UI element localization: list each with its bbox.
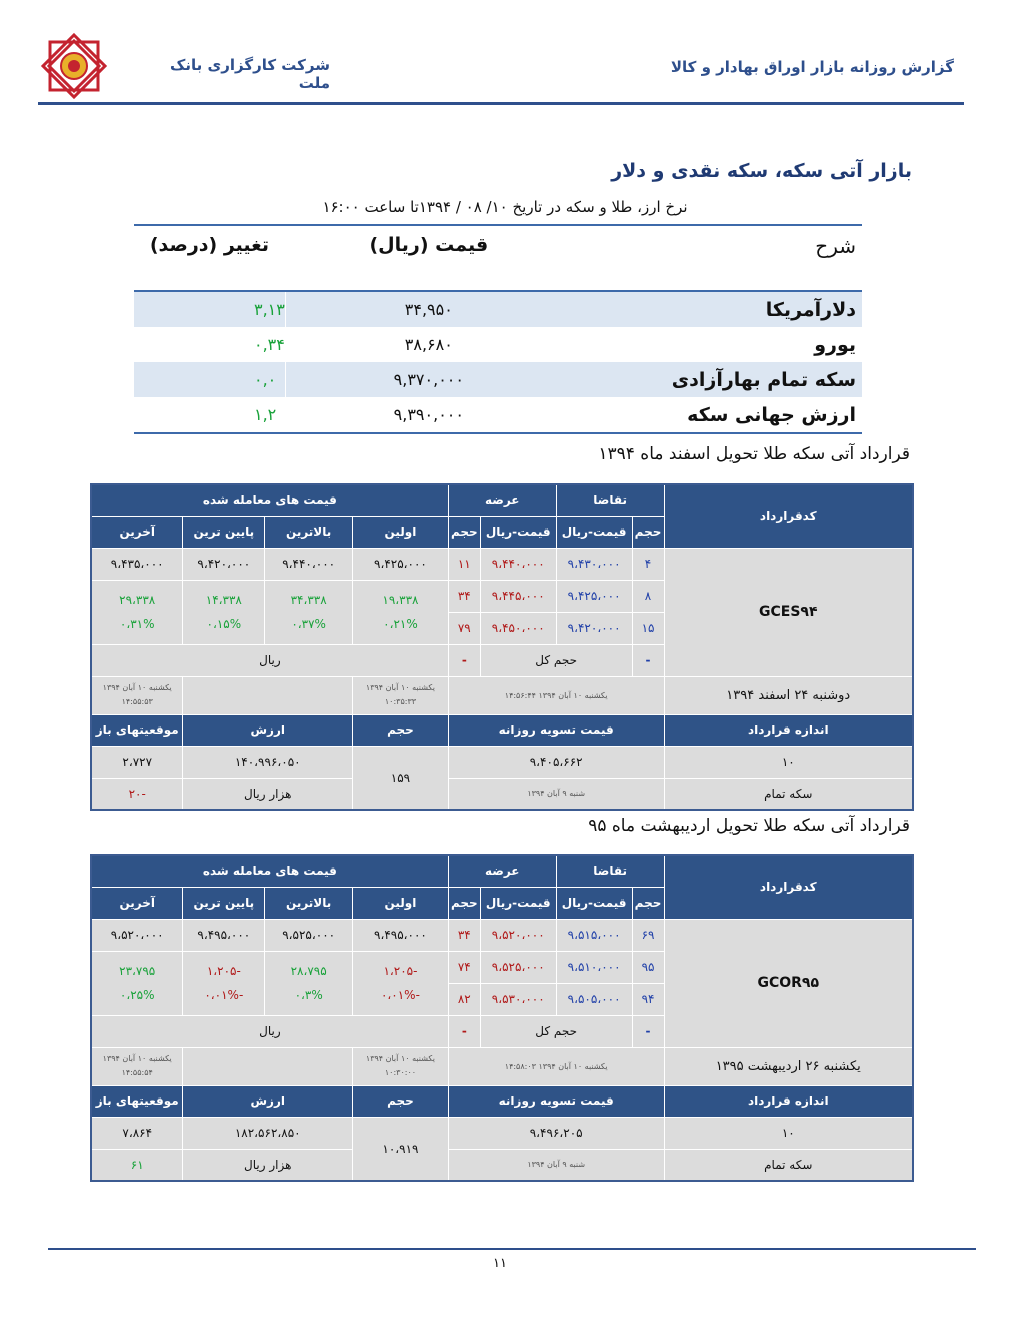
contract-size: ۱۰	[664, 746, 913, 778]
demand-volume-header: حجم	[632, 887, 664, 919]
last-trade-clock: ۱۴:۵۵:۵۳	[121, 697, 153, 706]
demand-volume: ۹۴	[632, 983, 664, 1015]
first-trade-clock: ۱۰:۳۵:۳۳	[384, 697, 417, 706]
total-volume-label: حجم کل	[480, 644, 632, 676]
supply-price: ۹،۴۴۵،۰۰۰	[480, 580, 556, 612]
first-trade-time	[353, 1047, 449, 1085]
value-unit: هزار ریال	[183, 778, 353, 810]
demand-price: ۹،۵۱۰،۰۰۰	[556, 951, 632, 983]
currency-price: ۹,۳۷۰,۰۰۰	[285, 362, 571, 397]
traded-header: قیمت های معامله شده	[91, 855, 448, 887]
low-change-pct: -۰،۰۱%	[204, 988, 244, 1002]
supply-volume-header: حجم	[448, 887, 480, 919]
last-trade-date: یکشنبه ۱۰ آبان ۱۳۹۴	[102, 1054, 172, 1063]
currency-price: ۳۸,۶۸۰	[285, 327, 571, 362]
col-desc-header: شرح	[572, 225, 862, 291]
futures-table	[90, 483, 914, 811]
settlement-header: قیمت تسویه روزانه	[448, 714, 664, 746]
currency-row	[134, 362, 862, 397]
supply-volume: ۱۱	[448, 548, 480, 580]
open-interest: ۲،۷۲۷	[91, 746, 183, 778]
futures-table	[90, 854, 914, 1182]
open-interest-header: موقعیتهای باز	[91, 714, 183, 746]
total-volume-supply: -	[448, 1015, 480, 1047]
demand-volume-header: حجم	[632, 516, 664, 548]
first-price-header: اولین	[353, 516, 449, 548]
low-change-value: ۱۴،۳۳۸	[205, 593, 242, 607]
last-trade-date: یکشنبه ۱۰ آبان ۱۳۹۴	[102, 683, 172, 692]
demand-price: ۹،۴۲۰،۰۰۰	[556, 612, 632, 644]
currency-change: ۱,۲	[134, 397, 285, 433]
last-price-header: آخرین	[91, 516, 183, 548]
total-volume-demand: -	[632, 644, 664, 676]
demand-volume: ۹۵	[632, 951, 664, 983]
last-change-pct: ۰،۲۵%	[119, 988, 155, 1002]
first-change	[353, 580, 449, 644]
col-price-header: قیمت (ریال)	[285, 225, 571, 291]
open-interest: ۷،۸۶۴	[91, 1117, 183, 1149]
supply-header: عرضه	[448, 855, 556, 887]
contract-size-header: اندازه قرارداد	[664, 714, 913, 746]
currency-price: ۹,۳۹۰,۰۰۰	[285, 397, 571, 433]
empty-cell	[183, 1047, 353, 1085]
last-price: ۹،۴۳۵،۰۰۰	[91, 548, 183, 580]
last-change-value: ۲۳،۷۹۵	[119, 964, 156, 978]
daily-volume: ۱۰،۹۱۹	[353, 1117, 449, 1181]
supply-price-header: قیمت-ریال	[480, 887, 556, 919]
first-trade-time	[353, 676, 449, 714]
high-change-value: ۳۴،۳۳۸	[290, 593, 327, 607]
low-price: ۹،۴۲۰،۰۰۰	[183, 548, 265, 580]
contract-size-header: اندازه قرارداد	[664, 1085, 913, 1117]
contract-code: GCOR۹۵	[664, 919, 913, 1047]
first-price: ۹،۴۲۵،۰۰۰	[353, 548, 449, 580]
low-change-value: -۱،۲۰۵	[206, 964, 241, 978]
currency-label: یورو	[814, 333, 856, 356]
delivery-date: دوشنبه ۲۴ اسفند ۱۳۹۴	[664, 676, 913, 714]
currency-change: ۳,۱۳	[254, 300, 285, 319]
demand-price: ۹،۵۰۵،۰۰۰	[556, 983, 632, 1015]
currency-label: دلارآمریکا	[765, 298, 856, 321]
high-price-header: بالاترین	[265, 516, 353, 548]
page-number: ۱۱	[493, 1256, 507, 1271]
supply-volume: ۷۴	[448, 951, 480, 983]
bank-mellat-logo	[40, 32, 108, 100]
low-price-header: پایین ترین	[183, 887, 265, 919]
contract-caption: قرارداد آتی سکه طلا تحویل اسفند ماه ۱۳۹۴	[598, 444, 910, 464]
trade-value: ۱۴۰،۹۹۶،۰۵۰	[183, 746, 353, 778]
total-volume-demand: -	[632, 1015, 664, 1047]
first-change-value: ۱۹،۳۳۸	[382, 593, 419, 607]
low-price: ۹،۴۹۵،۰۰۰	[183, 919, 265, 951]
currency-label: ارزش جهانی سکه	[572, 397, 862, 433]
last-price: ۹،۵۲۰،۰۰۰	[91, 919, 183, 951]
open-interest-change: ۶۱	[91, 1149, 183, 1181]
low-change-pct: ۰،۱۵%	[206, 617, 242, 631]
settlement-price: ۹،۴۹۶،۲۰۵	[448, 1117, 664, 1149]
currency-table	[134, 224, 862, 434]
value-header: ارزش	[183, 714, 353, 746]
daily-volume: ۱۵۹	[353, 746, 449, 810]
supply-price: ۹،۵۳۰،۰۰۰	[480, 983, 556, 1015]
quote-time: یکشنبه ۱۰ آبان ۱۳۹۴ ۱۴:۵۶:۴۴	[448, 676, 664, 714]
col-change-header: تغییر (درصد)	[134, 225, 285, 291]
low-price-header: پایین ترین	[183, 516, 265, 548]
volume-header: حجم	[353, 714, 449, 746]
last-trade-time	[91, 676, 183, 714]
supply-price: ۹،۴۵۰،۰۰۰	[480, 612, 556, 644]
supply-price: ۹،۵۲۵،۰۰۰	[480, 951, 556, 983]
first-change-pct: -۰،۰۱%	[380, 988, 420, 1002]
settlement-price: ۹،۴۰۵،۶۶۲	[448, 746, 664, 778]
settlement-header: قیمت تسویه روزانه	[448, 1085, 664, 1117]
demand-price-header: قیمت-ریال	[556, 516, 632, 548]
last-change	[91, 580, 183, 644]
contract-size: ۱۰	[664, 1117, 913, 1149]
demand-price: ۹،۴۲۵،۰۰۰	[556, 580, 632, 612]
code-header: کدقرارداد	[664, 855, 913, 919]
total-volume-label: حجم کل	[480, 1015, 632, 1047]
contract-code: GCES۹۴	[664, 548, 913, 676]
report-title: گزارش روزانه بازار اوراق بهادار و کالا	[670, 58, 954, 76]
currency-row	[134, 291, 862, 327]
high-price-header: بالاترین	[265, 887, 353, 919]
supply-price-header: قیمت-ریال	[480, 516, 556, 548]
supply-volume: ۳۴	[448, 919, 480, 951]
currency-price: ۳۴,۹۵۰	[285, 291, 571, 327]
value-unit: هزار ریال	[183, 1149, 353, 1181]
header-divider	[38, 102, 964, 105]
demand-header: تقاضا	[556, 855, 664, 887]
last-trade-clock: ۱۴:۵۵:۵۴	[121, 1068, 153, 1077]
first-trade-date: یکشنبه ۱۰ آبان ۱۳۹۴	[365, 1054, 435, 1063]
company-name: شرکت کارگزاری بانک ملت	[170, 56, 330, 92]
first-trade-clock: ۱۰:۳۰:۰۰	[384, 1068, 417, 1077]
high-change-pct: ۰،۳%	[294, 988, 323, 1002]
supply-header: عرضه	[448, 484, 556, 516]
total-unit: ریال	[91, 644, 448, 676]
section-subtitle: نرخ ارز، طلا و سکه در تاریخ ۱۰/ ۰۸ / ۱۳۹۴تا ساعت ۱۶:۰۰	[322, 198, 688, 216]
first-change-pct: ۰،۲۱%	[383, 617, 418, 631]
low-change	[183, 951, 265, 1015]
demand-volume: ۸	[632, 580, 664, 612]
first-change-value: -۱،۲۰۵	[383, 964, 418, 978]
open-interest-change: -۲۰	[91, 778, 183, 810]
volume-header: حجم	[353, 1085, 449, 1117]
high-change	[265, 580, 353, 644]
last-price-header: آخرین	[91, 887, 183, 919]
empty-cell	[183, 676, 353, 714]
supply-price: ۹،۴۴۰،۰۰۰	[480, 548, 556, 580]
first-change	[353, 951, 449, 1015]
supply-volume: ۸۲	[448, 983, 480, 1015]
total-volume-supply: -	[448, 644, 480, 676]
supply-price: ۹،۵۲۰،۰۰۰	[480, 919, 556, 951]
first-price: ۹،۴۹۵،۰۰۰	[353, 919, 449, 951]
contract-unit: سکه تمام	[664, 1149, 913, 1181]
last-trade-time	[91, 1047, 183, 1085]
demand-price: ۹،۴۳۰،۰۰۰	[556, 548, 632, 580]
quote-time: یکشنبه ۱۰ آبان ۱۳۹۴ ۱۴:۵۸:۰۳	[448, 1047, 664, 1085]
high-price: ۹،۵۲۵،۰۰۰	[265, 919, 353, 951]
delivery-date: یکشنبه ۲۶ اردیبهشت ۱۳۹۵	[664, 1047, 913, 1085]
currency-row	[134, 397, 862, 433]
contract-unit: سکه تمام	[664, 778, 913, 810]
supply-volume: ۷۹	[448, 612, 480, 644]
value-header: ارزش	[183, 1085, 353, 1117]
section-title: بازار آتی سکه، سکه نقدی و دلار	[611, 160, 912, 182]
first-price-header: اولین	[353, 887, 449, 919]
low-change	[183, 580, 265, 644]
footer-divider	[48, 1248, 976, 1250]
high-change	[265, 951, 353, 1015]
last-change	[91, 951, 183, 1015]
traded-header: قیمت های معامله شده	[91, 484, 448, 516]
code-header: کدقرارداد	[664, 484, 913, 548]
contract-caption: قرارداد آتی سکه طلا تحویل اردیبهشت ماه ۹۵	[588, 816, 910, 836]
settlement-date: شنبه ۹ آبان ۱۳۹۴	[448, 1149, 664, 1181]
last-change-pct: ۰،۳۱%	[119, 617, 155, 631]
demand-price: ۹،۵۱۵،۰۰۰	[556, 919, 632, 951]
high-price: ۹،۴۴۰،۰۰۰	[265, 548, 353, 580]
last-change-value: ۲۹،۳۳۸	[119, 593, 156, 607]
high-change-pct: ۰،۳۷%	[291, 617, 326, 631]
demand-volume: ۶۹	[632, 919, 664, 951]
currency-change: ۰,۰	[254, 370, 277, 389]
first-trade-date: یکشنبه ۱۰ آبان ۱۳۹۴	[365, 683, 435, 692]
demand-volume: ۱۵	[632, 612, 664, 644]
trade-value: ۱۸۲،۵۶۲،۸۵۰	[183, 1117, 353, 1149]
supply-volume: ۳۴	[448, 580, 480, 612]
demand-price-header: قیمت-ریال	[556, 887, 632, 919]
demand-volume: ۴	[632, 548, 664, 580]
currency-row	[134, 327, 862, 362]
open-interest-header: موقعیتهای باز	[91, 1085, 183, 1117]
demand-header: تقاضا	[556, 484, 664, 516]
high-change-value: ۲۸،۷۹۵	[290, 964, 327, 978]
total-unit: ریال	[91, 1015, 448, 1047]
supply-volume-header: حجم	[448, 516, 480, 548]
currency-label: سکه تمام بهارآزادی	[671, 368, 856, 391]
settlement-date: شنبه ۹ آبان ۱۳۹۴	[448, 778, 664, 810]
currency-change: ۰,۳۴	[254, 335, 285, 354]
